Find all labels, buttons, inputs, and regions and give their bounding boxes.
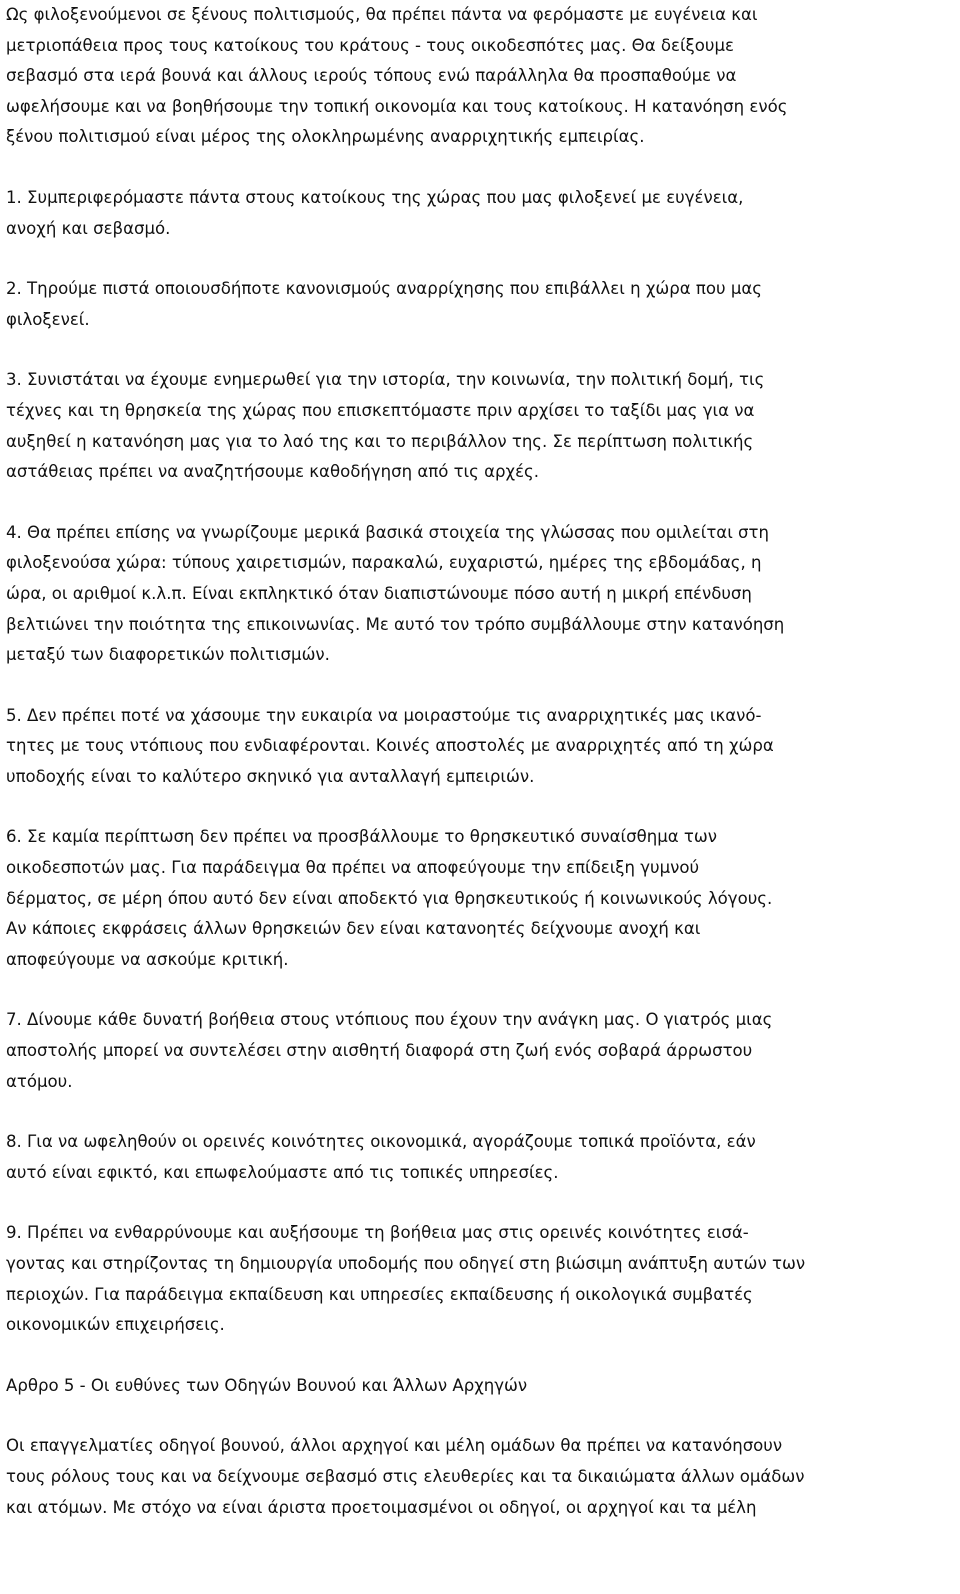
- text-line: 1. Συμπεριφερόμαστε πάντα στους κατοίκους της χώρας που μας φιλοξενεί με ευγένεια,: [6, 187, 744, 207]
- text-line: τους ρόλους τους και να δείχνουμε σεβασμό στις ελευθερίες και τα δικαιώματα άλλων ομάδων: [6, 1466, 805, 1486]
- text-line: Αν κάποιες εκφράσεις άλλων θρησκειών δεν είναι κατανοητές δείχνουμε ανοχή και: [6, 919, 701, 939]
- item-6-paragraph: [6, 822, 954, 975]
- article-5-heading: Αρθρο 5 - Οι ευθύνες των Οδηγών Βουνού και Άλλων Αρχηγών: [6, 1375, 528, 1395]
- item-5-paragraph: [6, 701, 954, 793]
- text-line: 8. Για να ωφεληθούν οι ορεινές κοινότητες οικονομικά, αγοράζουμε τοπικά προϊόντα, εάν: [6, 1132, 756, 1152]
- text-line: μεταξύ των διαφορετικών πολιτισμών.: [6, 645, 330, 665]
- text-line: ωφελήσουμε και να βοηθήσουμε την τοπική οικονομία και τους κατοίκους. Η κατανόηση ενός: [6, 96, 788, 116]
- text-line: αστάθειας πρέπει να αναζητήσουμε καθοδήγηση από τις αρχές.: [6, 462, 540, 482]
- text-line: αυξηθεί η κατανόηση μας για το λαό της και το περιβάλλον της. Σε περίπτωση πολιτικής: [6, 431, 754, 451]
- text-line: οικονομικών επιχειρήσεις.: [6, 1315, 225, 1335]
- text-line: 7. Δίνουμε κάθε δυνατή βοήθεια στους ντόπιους που έχουν την ανάγκη μας. Ο γιατρός μιας: [6, 1010, 773, 1030]
- text-line: ανοχή και σεβασμό.: [6, 218, 171, 238]
- item-4-paragraph: [6, 518, 954, 671]
- section-heading: [6, 1371, 954, 1402]
- text-line: 9. Πρέπει να ενθαρρύνουμε και αυξήσουμε τη βοήθεια μας στις ορεινές κοινότητες εισά-: [6, 1223, 749, 1243]
- item-8-paragraph: [6, 1127, 954, 1188]
- article-5-paragraph: [6, 1431, 954, 1523]
- item-9-paragraph: [6, 1218, 954, 1340]
- text-line: ατόμου.: [6, 1071, 73, 1091]
- text-line: αποφεύγουμε να ασκούμε κριτική.: [6, 949, 289, 969]
- text-line: Οι επαγγελματίες οδηγοί βουνού, άλλοι αρχηγοί και μέλη ομάδων θα πρέπει να κατανόησουν: [6, 1436, 783, 1456]
- text-line: τητες με τους ντόπιους που ενδιαφέρονται. Κοινές αποστολές με αναρριχητές από τη χώρα: [6, 736, 774, 756]
- text-line: οικοδεσποτών μας. Για παράδειγμα θα πρέπει να αποφεύγουμε την επίδειξη γυμνού: [6, 858, 700, 878]
- text-line: 5. Δεν πρέπει ποτέ να χάσουμε την ευκαιρία να μοιραστούμε τις αναρριχητικές μας ικανό-: [6, 705, 762, 725]
- item-7-paragraph: [6, 1005, 954, 1097]
- text-line: μετριοπάθεια προς τους κατοίκους του κράτους - τους οικοδεσπότες μας. Θα δείξουμε: [6, 35, 734, 55]
- text-line: Ως φιλοξενούμενοι σε ξένους πολιτισμούς, θα πρέπει πάντα να φερόμαστε με ευγένεια και: [6, 5, 758, 24]
- intro-paragraph: [6, 0, 954, 153]
- text-line: 6. Σε καμία περίπτωση δεν πρέπει να προσβάλλουμε το θρησκευτικό συναίσθημα των: [6, 827, 717, 847]
- item-3-paragraph: [6, 365, 954, 487]
- text-line: αυτό είναι εφικτό, και επωφελούμαστε από τις τοπικές υπηρεσίες.: [6, 1162, 559, 1182]
- text-line: και ατόμων. Με στόχο να είναι άριστα προετοιμασμένοι οι οδηγοί, οι αρχηγοί και τα μέλη: [6, 1497, 757, 1517]
- text-line: υποδοχής είναι το καλύτερο σκηνικό για ανταλλαγή εμπειριών.: [6, 766, 535, 786]
- text-line: φιλοξενεί.: [6, 309, 90, 329]
- item-1-paragraph: [6, 183, 954, 244]
- text-line: αποστολής μπορεί να συντελέσει στην αισθητή διαφορά στη ζωή ενός σοβαρά άρρωστου: [6, 1041, 753, 1061]
- text-line: περιοχών. Για παράδειγμα εκπαίδευση και υπηρεσίες εκπαίδευσης ή οικολογικά συμβατές: [6, 1284, 753, 1304]
- text-line: 3. Συνιστάται να έχουμε ενημερωθεί για την ιστορία, την κοινωνία, την πολιτική δομή, τις: [6, 370, 765, 390]
- text-line: φιλοξενούσα χώρα: τύπους χαιρετισμών, παρακαλώ, ευχαριστώ, ημέρες της εβδομάδας, η: [6, 553, 762, 573]
- text-line: σεβασμό στα ιερά βουνά και άλλους ιερούς τόπους ενώ παράλληλα θα προσπαθούμε να: [6, 66, 737, 86]
- text-line: 4. Θα πρέπει επίσης να γνωρίζουμε μερικά βασικά στοιχεία της γλώσσας που ομιλείται στη: [6, 522, 769, 542]
- text-line: δέρματος, σε μέρη όπου αυτό δεν είναι αποδεκτό για θρησκευτικούς ή κοινωνικούς λόγους.: [6, 888, 773, 908]
- text-line: βελτιώνει την ποιότητα της επικοινωνίας. Με αυτό τον τρόπο συμβάλλουμε στην κατανόηση: [6, 614, 785, 634]
- text-line: 2. Τηρούμε πιστά οποιουσδήποτε κανονισμούς αναρρίχησης που επιβάλλει η χώρα που μας: [6, 279, 762, 299]
- text-line: γοντας και στηρίζοντας τη δημιουργία υποδομής που οδηγεί στη βιώσιμη ανάπτυξη αυτών των: [6, 1254, 806, 1273]
- text-line: τέχνες και τη θρησκεία της χώρας που επισκεπτόμαστε πριν αρχίσει το ταξίδι μας για να: [6, 400, 755, 420]
- text-line: ξένου πολιτισμού είναι μέρος της ολοκληρωμένης αναρριχητικής εμπειρίας.: [6, 127, 645, 147]
- text-line: ώρα, οι αριθμοί κ.λ.π. Είναι εκπληκτικό όταν διαπιστώνουμε πόσο αυτή η μικρή επένδυση: [6, 583, 752, 603]
- document-page: [6, 0, 954, 1523]
- item-2-paragraph: [6, 274, 954, 335]
